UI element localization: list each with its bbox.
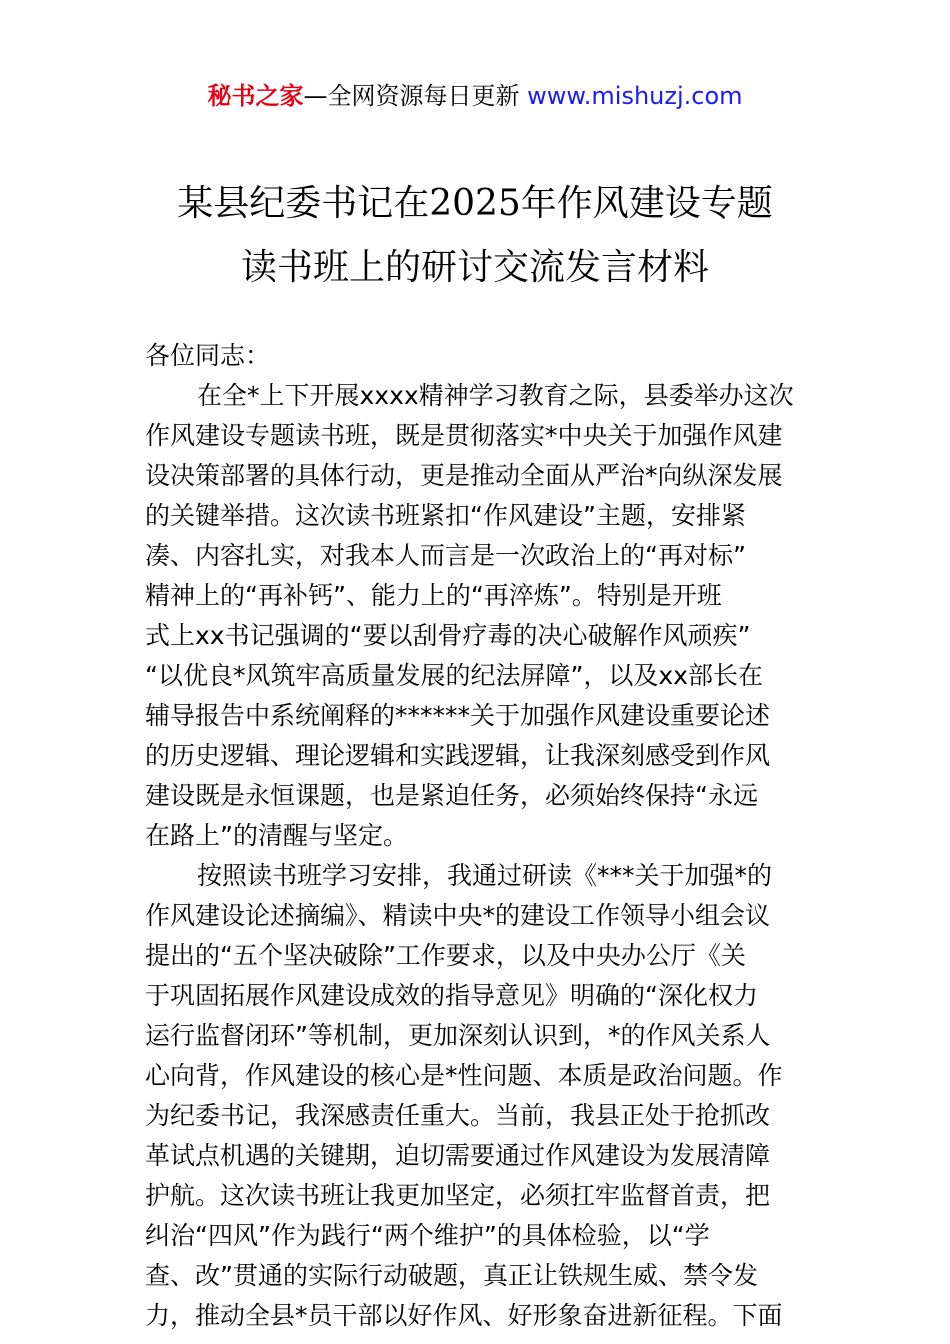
body-line: 的关键举措。这次读书班紧扣“作风建设”主题，安排紧 xyxy=(145,501,746,530)
body-line: 纠治“四风”作为践行“两个维护”的具体检验，以“学 xyxy=(145,1221,710,1250)
salutation: 各位同志： xyxy=(145,341,271,370)
body-line: 在路上”的清醒与坚定。 xyxy=(145,821,408,850)
body-line: 设决策部署的具体行动，更是推动全面从严治*向纵深发展 xyxy=(145,461,783,490)
body-line: 凑、内容扎实，对我本人而言是一次政治上的“再对标” xyxy=(145,541,746,570)
body-line: 按照读书班学习安排，我通过研读《***关于加强*的 xyxy=(197,861,773,890)
body-line: 于巩固拓展作风建设成效的指导意见》明确的“深化权力 xyxy=(145,981,758,1010)
site-url-link[interactable]: www.mishuzj.com xyxy=(527,82,743,110)
body-line: 式上xx书记强调的“要以刮骨疗毒的决心破解作风顽疾” xyxy=(145,621,751,650)
body-line: 的历史逻辑、理论逻辑和实践逻辑，让我深刻感受到作风 xyxy=(145,741,771,770)
body-line: 心向背，作风建设的核心是*性问题、本质是政治问题。作 xyxy=(145,1061,783,1090)
site-header xyxy=(0,80,950,112)
body-line: 护航。这次读书班让我更加坚定，必须扛牢监督首责，把 xyxy=(145,1181,771,1210)
body-line: 辅导报告中系统阐释的******关于加强作风建设重要论述 xyxy=(145,701,771,730)
body-line: 作风建设论述摘编》、精读中央*的建设工作领导小组会议 xyxy=(145,901,771,930)
body-line: 力，推动全县*员干部以好作风、好形象奋进新征程。下面 xyxy=(145,1301,783,1330)
body-line: 建设既是永恒课题，也是紧迫任务，必须始终保持“永远 xyxy=(145,781,758,810)
body-line: 精神上的“再补钙”、能力上的“再淬炼”。特别是开班 xyxy=(145,581,722,610)
body-line: 提出的“五个坚决破除”工作要求，以及中央办公厅《关 xyxy=(145,941,746,970)
document-title xyxy=(0,172,950,300)
body-line: 革试点机遇的关键期，迫切需要通过作风建设为发展清障 xyxy=(145,1141,771,1170)
body-line: 在全*上下开展xxxx精神学习教育之际，县委举办这次 xyxy=(197,381,794,410)
body-line: 为纪委书记，我深感责任重大。当前，我县正处于抢抓改 xyxy=(145,1101,771,1130)
body-line: 查、改”贯通的实际行动破题，真正让铁规生威、禁令发 xyxy=(145,1261,758,1290)
site-brand: 秘书之家 xyxy=(207,82,304,110)
document-body xyxy=(145,336,807,1336)
body-line: “以优良*风筑牢高质量发展的纪法屏障”，以及xx部长在 xyxy=(145,661,763,690)
title-line-1: 某县纪委书记在2025年作风建设专题 xyxy=(177,183,773,224)
site-tagline: —全网资源每日更新 xyxy=(303,82,528,110)
body-line: 作风建设专题读书班，既是贯彻落实*中央关于加强作风建 xyxy=(145,421,783,450)
body-line: 运行监督闭环”等机制，更加深刻认识到，*的作风关系人 xyxy=(145,1021,771,1050)
title-line-2: 读书班上的研讨交流发言材料 xyxy=(240,247,709,288)
